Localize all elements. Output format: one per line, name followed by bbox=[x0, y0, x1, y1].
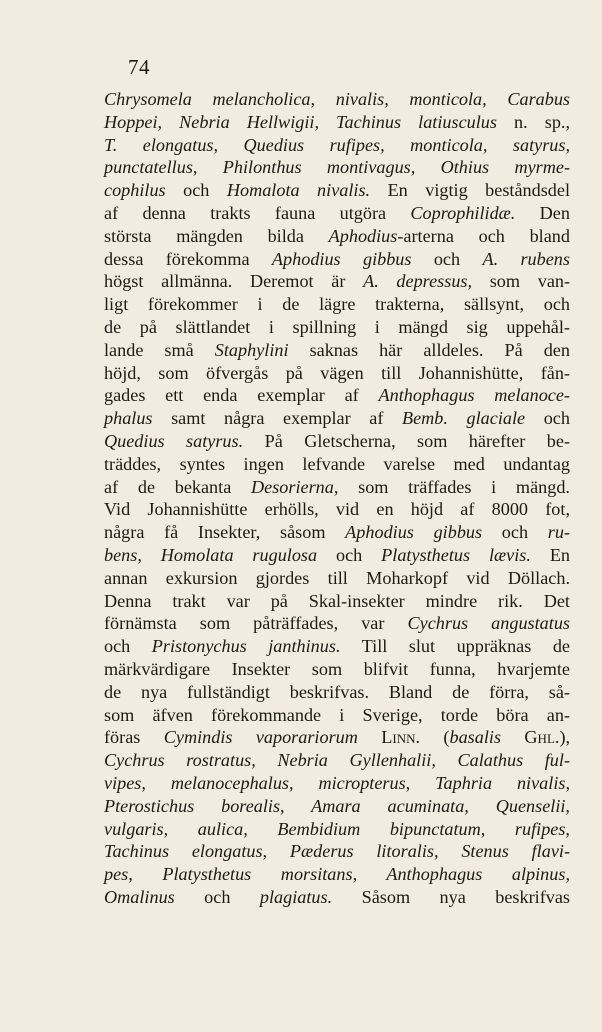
text-run: En vigtig beståndsdel bbox=[370, 180, 571, 201]
text-line bbox=[104, 430, 570, 453]
text-line bbox=[104, 749, 570, 772]
text-run: -arterna och bland bbox=[397, 225, 570, 246]
text-run: n. sp., bbox=[496, 111, 571, 132]
text-run: Den bbox=[515, 202, 570, 223]
text-run: ( bbox=[420, 727, 450, 748]
text-line bbox=[104, 476, 570, 499]
text-line bbox=[104, 156, 570, 179]
text-line bbox=[104, 384, 570, 407]
text-run: Vid Johannishütte erhölls, vid en höjd af 8000 fot, bbox=[104, 499, 570, 520]
small-caps-text: Ghl. bbox=[524, 727, 560, 748]
text-run: och bbox=[174, 886, 260, 907]
text-run: af de bekanta bbox=[104, 476, 251, 497]
text-line bbox=[104, 567, 570, 590]
text-line bbox=[104, 521, 570, 544]
italic-text: Aphodius bbox=[328, 225, 398, 246]
italic-text: Chrysomela melancholica, nivalis, monticola, Carabus bbox=[104, 89, 571, 109]
text-run: de nya fullständigt beskrifvas. Bland de förra, så- bbox=[104, 681, 570, 702]
text-run: gades ett enda exemplar af bbox=[104, 385, 379, 406]
text-run: af denna trakts fauna utgöra bbox=[104, 202, 411, 223]
italic-text: Cychrus angustatus bbox=[407, 613, 571, 634]
text-run: och bbox=[317, 544, 382, 565]
italic-text: basalis bbox=[449, 727, 502, 748]
small-caps-text: Linn. bbox=[381, 727, 421, 748]
italic-text: Tachinus elongatus, Pæderus litoralis, Stenus flavi- bbox=[104, 841, 571, 862]
italic-text: bens, Homolata rugulosa bbox=[104, 544, 318, 565]
italic-text: Aphodius gibbus bbox=[345, 522, 483, 543]
text-run: ligt förekommer i de lägre trakterna, sällsynt, och bbox=[104, 294, 571, 315]
italic-text: Hoppei, Nebria Hellwigii, Tachinus latiusculus bbox=[104, 111, 497, 132]
text-line bbox=[104, 88, 570, 111]
text-run bbox=[501, 727, 524, 747]
text-line bbox=[104, 179, 570, 202]
text-line bbox=[104, 795, 570, 818]
text-line bbox=[104, 316, 570, 339]
text-run: förnämsta som påträffades, var bbox=[104, 613, 408, 634]
italic-text: Bemb. glaciale bbox=[401, 408, 526, 429]
text-run: som van- bbox=[472, 271, 571, 292]
text-line bbox=[104, 726, 570, 749]
text-run: och bbox=[104, 636, 152, 657]
text-line bbox=[104, 134, 570, 157]
text-run: annan exkursion gjordes till Moharkopf vid Döllach. bbox=[104, 567, 570, 588]
text-run: samt några exemplar af bbox=[152, 408, 402, 429]
text-line bbox=[104, 704, 570, 727]
italic-text: cophilus bbox=[104, 180, 166, 201]
italic-text: Coprophilidæ. bbox=[410, 202, 516, 223]
text-line bbox=[104, 248, 570, 271]
text-run: föras bbox=[104, 727, 164, 748]
text-run: Såsom nya beskrifvas bbox=[332, 886, 571, 907]
italic-text: Desorierna, bbox=[251, 476, 339, 497]
italic-text: vipes, melanocephalus, micropterus, Taphria nivalis, bbox=[104, 772, 571, 793]
italic-text: plagiatus. bbox=[259, 886, 333, 907]
text-run bbox=[358, 727, 381, 747]
italic-text: Omalinus bbox=[104, 886, 175, 907]
text-line bbox=[104, 270, 570, 293]
text-run: saknas här alldeles. På den bbox=[288, 339, 570, 360]
text-run: märkvärdigare Insekter som blifvit funna, hvarjemte bbox=[104, 658, 570, 679]
text-line bbox=[104, 339, 570, 362]
text-line bbox=[104, 612, 570, 635]
body-text bbox=[104, 88, 570, 909]
text-run: några få Insekter, såsom bbox=[104, 522, 346, 543]
text-run: lande små bbox=[104, 339, 215, 360]
text-line bbox=[104, 544, 570, 567]
italic-text: Cychrus rostratus, Nebria Gyllenhalii, Calathus ful- bbox=[104, 750, 571, 771]
text-run: och bbox=[482, 522, 548, 543]
text-run: och bbox=[525, 408, 570, 429]
text-line bbox=[104, 818, 570, 841]
text-run: Till slut uppräknas de bbox=[340, 636, 570, 657]
text-run: som äfven förekommande i Sverige, torde böra an- bbox=[104, 704, 570, 725]
text-line bbox=[104, 590, 570, 613]
text-line bbox=[104, 635, 570, 658]
italic-text: punctatellus, Philonthus montivagus, Othius myrme- bbox=[104, 157, 570, 178]
italic-text: Pristonychus janthinus. bbox=[151, 636, 341, 657]
text-line bbox=[104, 498, 570, 521]
text-run: som träffades i mängd. bbox=[338, 476, 570, 497]
text-line bbox=[104, 840, 570, 863]
text-run: På Gletscherna, som härefter be- bbox=[243, 430, 571, 451]
text-line bbox=[104, 886, 570, 909]
text-run: högst allmänna. Deremot är bbox=[104, 271, 364, 292]
text-line bbox=[104, 772, 570, 795]
text-line bbox=[104, 681, 570, 704]
text-run: Denna trakt var på Skal-insekter mindre rik. Det bbox=[104, 590, 570, 611]
text-line bbox=[104, 863, 570, 886]
italic-text: pes, Platysthetus morsitans, Anthophagus alpinus, bbox=[104, 864, 570, 885]
italic-text: Pterostichus borealis, Amara acuminata, Quenselii, bbox=[104, 795, 570, 816]
text-run: och bbox=[165, 180, 227, 201]
text-line bbox=[104, 111, 570, 134]
italic-text: Staphylini bbox=[214, 339, 289, 360]
text-run: höjd, som öfvergås på vägen till Johannishütte, fån- bbox=[104, 362, 570, 383]
text-run: de på slättlandet i spillning i mängd sig uppehål- bbox=[104, 316, 570, 337]
text-line bbox=[104, 407, 570, 430]
italic-text: Anthophagus melanoce- bbox=[378, 385, 570, 406]
text-run: träddes, syntes ingen lefvande varelse med undantag bbox=[104, 453, 571, 474]
text-run: dessa förekomma bbox=[104, 248, 272, 269]
italic-text: Aphodius gibbus bbox=[271, 248, 412, 269]
text-line bbox=[104, 453, 570, 476]
text-run: En bbox=[530, 544, 571, 565]
italic-text: Quedius satyrus. bbox=[104, 430, 244, 451]
text-run: och bbox=[411, 248, 483, 269]
italic-text: Homalota nivalis. bbox=[226, 180, 371, 201]
page-number: 74 bbox=[128, 55, 150, 79]
text-line bbox=[104, 293, 570, 316]
text-line bbox=[104, 225, 570, 248]
text-run: största mängden bilda bbox=[104, 225, 329, 246]
italic-text: vulgaris, aulica, Bembidium bipunctatum, rufipes, bbox=[104, 818, 570, 839]
text-line bbox=[104, 362, 570, 385]
italic-text: Platysthetus lævis. bbox=[381, 544, 531, 565]
italic-text: A. rubens bbox=[482, 248, 570, 269]
italic-text: ru- bbox=[547, 522, 570, 543]
italic-text: A. depressus, bbox=[363, 271, 473, 292]
italic-text: Cymindis vaporariorum bbox=[163, 727, 358, 748]
text-run: ), bbox=[559, 727, 571, 748]
text-line bbox=[104, 658, 570, 681]
text-line bbox=[104, 202, 570, 225]
italic-text: phalus bbox=[104, 408, 153, 429]
italic-text: T. elongatus, Quedius rufipes, monticola, satyrus, bbox=[104, 134, 570, 155]
